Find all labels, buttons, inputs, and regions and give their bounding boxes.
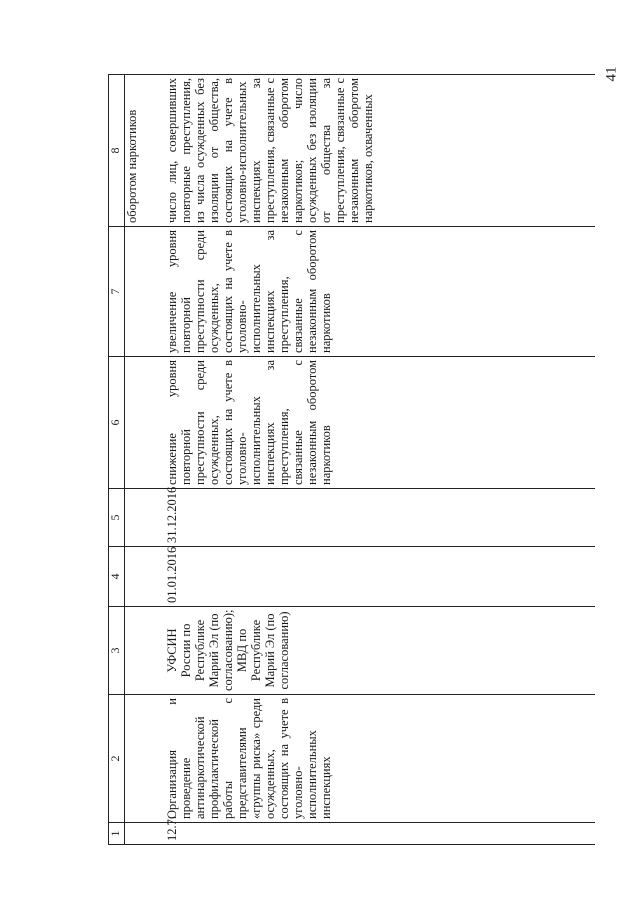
table-row [165,75,595,845]
executor-text: УФСИН России по Республике Марий Эл (по согласованию); МВД по Республике Марий Эл (по согласованию) [165,607,595,695]
start-date: 01.01.2016 [165,547,595,607]
header-col-7: 7 [109,227,125,357]
header-col-5: 5 [109,489,125,547]
row-number: 12.7. [165,823,595,845]
continued-row [125,75,166,845]
indicator-text: число лиц, совершивших повторные преступления, из числа осужденных без изоляции от общества, состоящих на учете в уголовно-исполнительных инспекциях за преступления, связанные с незаконным оборотом наркотиков; число осужденных без изоляции от общества за преступления, связанные с незаконным оборотом наркотиков, охваченных [165,75,595,227]
header-col-8: 8 [109,75,125,227]
header-col-4: 4 [109,547,125,607]
consequence-text: увеличение уровня повторной преступности среди осужденных, состоящих на учете в уголовно-исполнительных инспекциях за преступления, связанные с незаконным оборотом наркотиков [165,227,595,357]
header-row [109,75,125,845]
header-col-2: 2 [109,695,125,823]
header-col-6: 6 [109,357,125,489]
header-col-1: 1 [109,823,125,845]
page-number: 41 [603,66,620,82]
header-col-3: 3 [109,607,125,695]
end-date: 31.12.2016 [165,489,595,547]
continued-indicator-text: оборотом наркотиков [125,75,166,227]
expected-result-text: снижение уровня повторной преступности среди осужденных, состоящих на учете в уголовно-исполнительных инспекциях за преступления, связанные с незаконным оборотом наркотиков [165,357,595,489]
measures-table [108,74,595,845]
measure-text: Организация и проведение антинаркотической профилактической работы с представителями «группы риска» среди осужденных, состоящих на учете в уголовно-исполнительных инспекциях [165,695,595,823]
rotated-page-content [108,75,628,845]
